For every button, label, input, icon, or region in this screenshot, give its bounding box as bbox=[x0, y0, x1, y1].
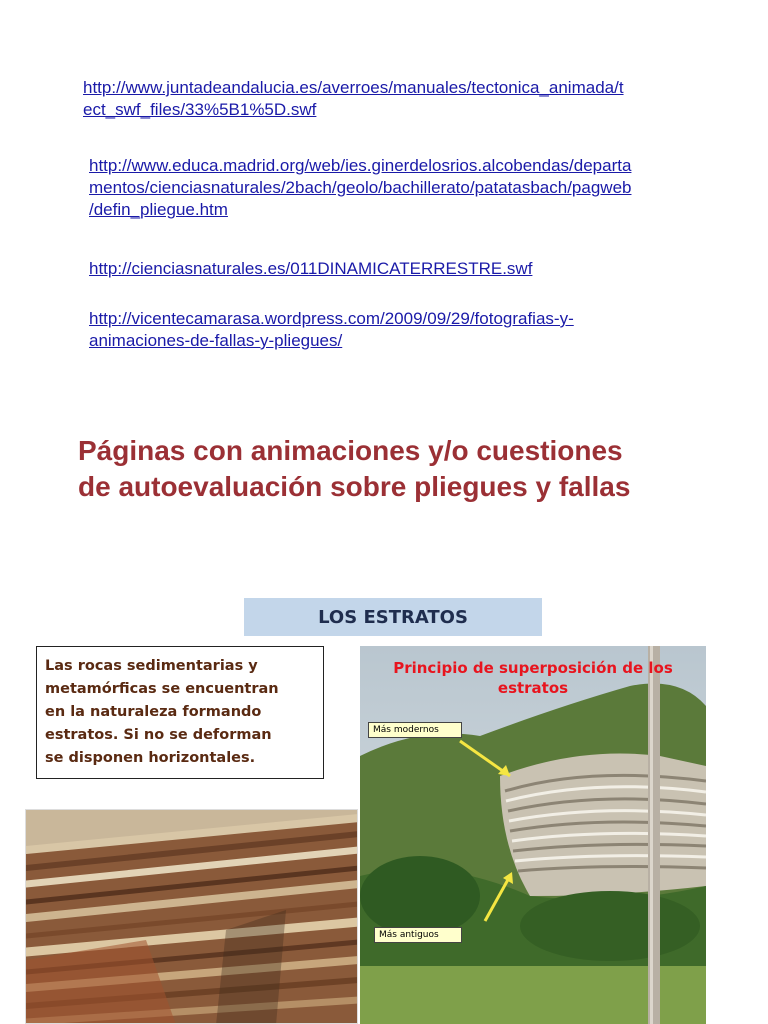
link-vicentecamarasa[interactable] bbox=[89, 308, 574, 352]
hillside-strata-illustration bbox=[360, 646, 706, 1024]
link-line[interactable]: http://www.juntadeandalucia.es/averroes/manuales/tectonica_animada/t bbox=[83, 78, 624, 97]
superposition-photo bbox=[360, 646, 706, 1024]
strata-description-box bbox=[36, 646, 324, 779]
description-line: Las rocas sedimentarias y bbox=[45, 658, 258, 674]
link-line[interactable]: ect_swf_files/33%5B1%5D.swf bbox=[83, 100, 317, 119]
banner-title: LOS ESTRATOS bbox=[318, 606, 468, 628]
photo-title bbox=[360, 658, 706, 698]
link-line[interactable]: /defin_pliegue.htm bbox=[89, 200, 228, 219]
photo-title-line-1: Principio de superposición de los bbox=[393, 659, 673, 677]
rock-strata-photo bbox=[25, 809, 358, 1024]
slide-banner bbox=[244, 598, 542, 636]
heading-line-1: Páginas con animaciones y/o cuestiones bbox=[78, 435, 623, 466]
rock-strata-illustration bbox=[26, 810, 358, 1024]
link-line[interactable]: animaciones-de-fallas-y-pliegues/ bbox=[89, 331, 343, 350]
link-line[interactable]: mentos/cienciasnaturales/2bach/geolo/bachillerato/patatasbach/pagweb bbox=[89, 178, 632, 197]
description-line: en la naturaleza formando bbox=[45, 704, 262, 720]
description-line: estratos. Si no se deforman bbox=[45, 727, 272, 743]
photo-title-line-2: estratos bbox=[497, 679, 569, 697]
label-newer-strata: Más modernos bbox=[368, 722, 462, 738]
link-educa-madrid[interactable] bbox=[89, 155, 631, 221]
link-cienciasnaturales[interactable] bbox=[89, 258, 532, 280]
description-line: se disponen horizontales. bbox=[45, 750, 256, 766]
link-juntadeandalucia[interactable] bbox=[83, 77, 624, 121]
link-line[interactable]: http://www.educa.madrid.org/web/ies.ginerdelosrios.alcobendas/departa bbox=[89, 156, 632, 175]
heading-line-2: de autoevaluación sobre pliegues y fallas bbox=[78, 471, 631, 502]
label-older-strata: Más antiguos bbox=[374, 927, 462, 943]
link-line[interactable]: http://vicentecamarasa.wordpress.com/2009/09/29/fotografias-y- bbox=[89, 309, 574, 328]
description-line: metamórficas se encuentran bbox=[45, 681, 279, 697]
page-heading bbox=[78, 433, 718, 505]
link-line[interactable]: http://cienciasnaturales.es/011DINAMICATERRESTRE.swf bbox=[89, 259, 533, 278]
